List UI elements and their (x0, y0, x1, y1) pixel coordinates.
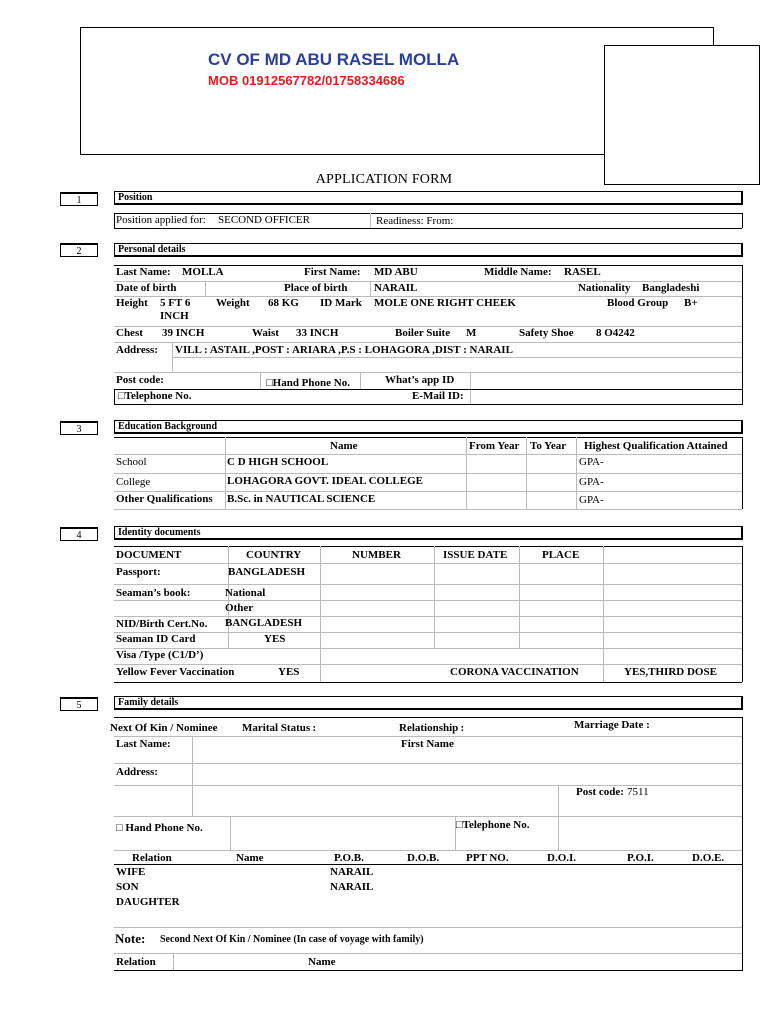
edu-name: C D HIGH SCHOOL (227, 456, 329, 468)
rule (172, 357, 742, 358)
rel-header-pob: P.O.B. (334, 852, 364, 864)
relation-row-pob: NARAIL (330, 881, 374, 893)
rule (230, 816, 231, 850)
note-text: Second Next Of Kin / Nominee (In case of voyage with family) (160, 934, 424, 945)
next-of-kin-label: Next Of Kin / Nominee (110, 722, 218, 734)
relation-row-pob: NARAIL (330, 866, 374, 878)
rule (470, 372, 471, 404)
family-post-code-label: Post code: (576, 786, 624, 798)
rule (114, 342, 742, 343)
post-code-label: Post code: (116, 374, 164, 386)
section-title-family: Family details (114, 696, 743, 710)
email-label: E-Mail ID: (412, 390, 464, 402)
rule (114, 664, 742, 665)
pob-value: NARAIL (374, 282, 418, 294)
blood-group-label: Blood Group (607, 297, 669, 309)
rel-header-name: Name (236, 852, 264, 864)
last-name-label: Last Name: (116, 266, 171, 278)
edu-header-to: To Year (530, 440, 567, 452)
relation-row: SON (116, 881, 139, 893)
nationality-label: Nationality (578, 282, 631, 294)
rule (320, 546, 321, 682)
id-header-country: COUNTRY (246, 549, 302, 561)
edu-type: School (116, 456, 147, 468)
edu-type: College (116, 476, 151, 488)
waist-value: 33 INCH (296, 327, 339, 339)
rule (114, 970, 742, 971)
edu-header-name: Name (330, 440, 358, 452)
seaman-book-national: National (225, 587, 266, 599)
height-value: 5 FT 6 (160, 297, 191, 309)
rule (370, 213, 371, 228)
cv-mobile: MOB 01912567782/01758334686 (208, 73, 405, 88)
rel-header-doe: D.O.E. (692, 852, 725, 864)
passport-country: BANGLADESH (228, 566, 306, 578)
safety-shoe-label: Safety Shoe (519, 327, 574, 339)
rel-header-relation: Relation (132, 852, 172, 864)
rule (114, 454, 742, 455)
rule (742, 265, 743, 405)
family-last-name-label: Last Name: (116, 738, 171, 750)
chest-label: Chest (116, 327, 143, 339)
relation-row: WIFE (116, 866, 146, 878)
rule (114, 927, 742, 928)
marital-status-label: Marital Status : (242, 722, 316, 734)
family-post-code-value: 7511 (627, 786, 649, 798)
second-name-label: Name (308, 956, 336, 968)
rule (114, 228, 742, 229)
readiness-label: Readiness: From: (376, 215, 454, 227)
edu-qualification: GPA- (579, 476, 604, 488)
seaman-id-label: Seaman ID Card (116, 633, 196, 645)
rule (173, 953, 174, 971)
weight-value: 68 KG (268, 297, 299, 309)
note-label: Note: (115, 931, 146, 946)
corona-value: YES,THIRD DOSE (624, 666, 717, 678)
seaman-book-other: Other (225, 602, 254, 614)
rule (742, 437, 743, 509)
rule (114, 584, 742, 585)
rule (114, 850, 742, 851)
id-header-issue-date: ISSUE DATE (443, 549, 508, 561)
rule (114, 717, 742, 718)
rule (558, 785, 559, 816)
id-mark-value: MOLE ONE RIGHT CHEEK (374, 297, 516, 309)
hand-phone-label: □Hand Phone No. (266, 377, 350, 389)
section-title-education: Education Background (114, 420, 743, 434)
rule (114, 213, 115, 228)
nid-country: BANGLADESH (225, 617, 303, 629)
edu-qualification: GPA- (579, 494, 604, 506)
rule (114, 563, 742, 564)
yellow-fever-value: YES (278, 666, 300, 678)
form-title: APPLICATION FORM (315, 172, 453, 187)
rule (114, 491, 742, 492)
waist-label: Waist (252, 327, 279, 339)
nationality-value: Bangladeshi (642, 282, 700, 294)
address-label: Address: (116, 344, 158, 356)
rule (114, 816, 742, 817)
family-first-name-label: First Name (401, 738, 454, 750)
last-name-value: MOLLA (182, 266, 224, 278)
rule (370, 281, 371, 296)
safety-shoe-value: 8 O4242 (596, 327, 635, 339)
boiler-suite-value: M (466, 327, 477, 339)
rule (114, 213, 742, 214)
family-hand-phone-label: □ Hand Phone No. (116, 822, 203, 834)
rule (114, 473, 742, 474)
relation-row: DAUGHTER (116, 896, 180, 908)
id-header-place: PLACE (542, 549, 580, 561)
rule (114, 600, 742, 601)
telephone-label: □Telephone No. (118, 390, 192, 402)
id-mark-label: ID Mark (320, 297, 362, 309)
middle-name-label: Middle Name: (484, 266, 552, 278)
rel-header-poi: P.O.I. (627, 852, 654, 864)
rule (192, 736, 193, 816)
section-number-2: 2 (60, 243, 98, 257)
rule (742, 546, 743, 682)
edu-name: B.Sc. in NAUTICAL SCIENCE (227, 493, 376, 505)
rule (114, 437, 742, 438)
position-applied-value: SECOND OFFICER (218, 214, 310, 226)
weight-label: Weight (216, 297, 250, 309)
rule (114, 546, 742, 547)
id-header-number: NUMBER (352, 549, 401, 561)
address-value: VILL : ASTAIL ,POST : ARIARA ,P.S : LOHAGORA ,DIST : NARAIL (175, 344, 513, 356)
rule (114, 864, 742, 865)
dob-label: Date of birth (116, 282, 177, 294)
rule (205, 281, 206, 296)
rule (114, 404, 742, 405)
pob-label: Place of birth (284, 282, 348, 294)
whatsapp-label: What’s app ID (385, 374, 455, 386)
family-telephone-label: □Telephone No. (456, 819, 530, 831)
section-title-personal: Personal details (114, 243, 743, 257)
rel-header-dob: D.O.B. (407, 852, 440, 864)
relationship-label: Relationship : (399, 722, 465, 734)
marriage-date-label: Marriage Date : (574, 719, 650, 731)
id-header-document: DOCUMENT (116, 549, 182, 561)
rule (114, 616, 742, 617)
rel-header-ppt: PPT NO. (466, 852, 509, 864)
first-name-label: First Name: (304, 266, 361, 278)
boiler-suite-label: Boiler Suite (395, 327, 451, 339)
rule (114, 953, 742, 954)
height-label: Height (116, 297, 148, 309)
edu-type: Other Qualifications (116, 493, 213, 505)
seaman-book-label: Seaman’s book: (116, 587, 191, 599)
section-title-position: Position (114, 191, 743, 205)
edu-header-qualification: Highest Qualification Attained (584, 440, 728, 452)
yellow-fever-label: Yellow Fever Vaccination (116, 666, 235, 678)
second-relation-label: Relation (116, 956, 156, 968)
family-address-label: Address: (116, 766, 158, 778)
rule (114, 389, 115, 404)
chest-value: 39 INCH (162, 327, 205, 339)
rule (603, 546, 604, 682)
corona-label: CORONA VACCINATION (450, 666, 579, 678)
middle-name-value: RASEL (564, 266, 601, 278)
rule (742, 717, 743, 971)
position-applied-label: Position applied for: (116, 214, 206, 226)
edu-name: LOHAGORA GOVT. IDEAL COLLEGE (227, 475, 424, 487)
edu-header-from: From Year (469, 440, 520, 452)
section-title-identity: Identity documents (114, 526, 743, 540)
height-unit: INCH (160, 310, 189, 322)
visa-label: Visa /Type (C1/D’) (116, 649, 204, 661)
cv-title: CV OF MD ABU RASEL MOLLA (208, 50, 460, 69)
rule (114, 509, 742, 510)
rule (360, 372, 361, 389)
passport-label: Passport: (116, 566, 161, 578)
rule (558, 816, 559, 850)
rule (742, 213, 743, 228)
rule (114, 648, 742, 649)
section-number-5: 5 (60, 697, 98, 711)
section-number-3: 3 (60, 421, 98, 435)
seaman-id-value: YES (264, 633, 286, 645)
rel-header-doi: D.O.I. (547, 852, 577, 864)
rule (260, 372, 261, 389)
edu-qualification: GPA- (579, 456, 604, 468)
photo-placeholder (604, 45, 760, 185)
rule (114, 682, 742, 683)
section-number-1: 1 (60, 192, 98, 206)
rule (114, 736, 742, 737)
section-number-4: 4 (60, 527, 98, 541)
first-name-value: MD ABU (374, 266, 418, 278)
rule (114, 372, 742, 373)
rule (114, 632, 742, 633)
rule (114, 763, 742, 764)
blood-group-value: B+ (684, 297, 698, 309)
nid-label: NID/Birth Cert.No. (116, 618, 208, 630)
